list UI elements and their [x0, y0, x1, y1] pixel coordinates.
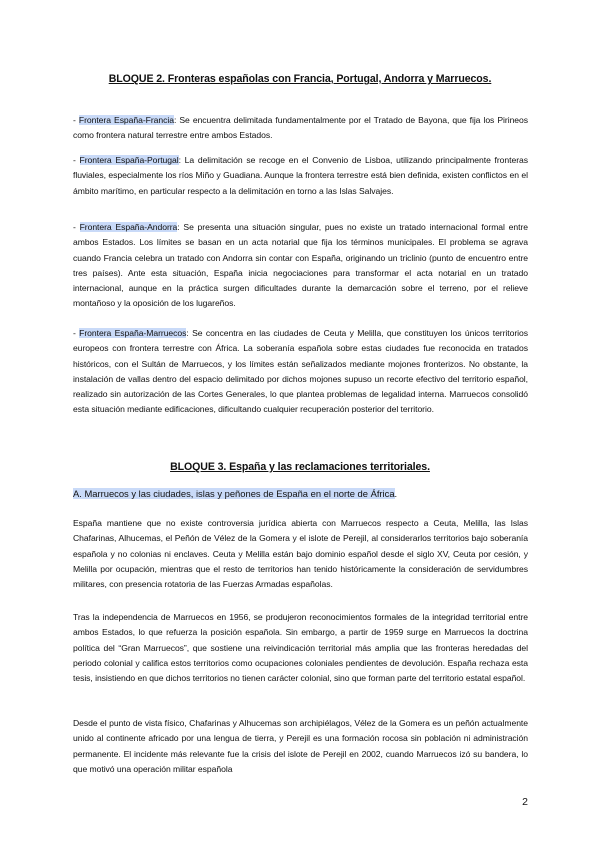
page-number: 2 — [522, 796, 528, 808]
subheading-period: . — [394, 488, 398, 499]
paragraph-text: : Se presenta una situación singular, pues no existe un tratado internacional formal entre ambos Estados. Los límites se basan en un acta notarial que fija los términos municipales. El problema se agrava cuando Francia celebra un tratado con Andorra sin contar con España, originando un triclinio (punto de encuentro entre tres países). Ante esta situación, España inicia negociaciones para transformar el acta notarial en un tratado internacional, aunque en la práctica surgen dificultades durante la demarcación sobre el terreno, por el relieve montañoso y la oposición de los lugareños. — [73, 222, 528, 309]
paragraph-independencia: Tras la independencia de Marruecos en 1956, se produjeron reconocimientos formales de la integridad territorial entre ambos Estados, lo que refuerza la posición española. Sin embargo, a partir de 1959 surge en Marruecos la doctrina política del “Gran Marruecos”, que sostiene una reivindicación territorial más amplia que las fronteras heredadas del periodo colonial y califica estos territorios como ocupaciones coloniales pendientes de devolución. España rechaza esta tesis, insistiendo en que dichos territorios no tienen carácter colonial, sino que forman parte del territorio estatal español. — [73, 612, 528, 684]
bullet-dash: - — [73, 155, 80, 165]
highlighted-subheading: A. Marruecos y las ciudades, islas y peñones de España en el norte de África — [73, 488, 395, 499]
subsection-heading — [73, 488, 397, 499]
paragraph-soberania: España mantiene que no existe controversia jurídica abierta con Marruecos respecto a Ceuta, Melilla, las Islas Chafarinas, Alhucemas, el Peñón de Vélez de la Gomera y el islote de Perejil, al considerarlos territorios bajo soberanía española y no colonias ni enclaves. Ceuta y Melilla están bajo dominio español desde el siglo XV, Ceuta por cesión, y Melilla por ocupación, mientras que el resto de territorios han tenido históricamente la consideración de servidumbres militares, con presencia rotatoria de las Fuerzas Armadas españolas. — [73, 518, 528, 590]
bloque3-heading: BLOQUE 3. España y las reclamaciones territoriales. — [170, 461, 430, 473]
paragraph-frontera-portugal — [73, 153, 528, 199]
bloque2-heading: BLOQUE 2. Fronteras españolas con Francia, Portugal, Andorra y Marruecos. — [108, 73, 492, 85]
paragraph-frontera-andorra — [73, 220, 528, 312]
paragraph-punto-vista-fisico: Desde el punto de vista físico, Chafarinas y Alhucemas son archipiélagos, Vélez de la Gomera es un peñón actualmente unido al continente africado por una lengua de tierra, y Perejil es una formación rocosa sin población ni administración permanente. El incidente más relevante fue la crisis del islote de Perejil en 2002, cuando Marruecos izó su bandera, lo que motivó una operación militar española — [73, 718, 528, 774]
paragraph-frontera-marruecos — [73, 326, 528, 418]
highlighted-term: Frontera España-Portugal — [79, 155, 179, 165]
highlighted-term: Frontera España-Marruecos — [79, 328, 187, 338]
paragraph-frontera-francia — [73, 113, 528, 144]
bullet-dash: - — [73, 222, 80, 232]
paragraph-text: : Se concentra en las ciudades de Ceuta y Melilla, que constituyen los únicos territorios europeos con frontera terrestre con África. La soberanía española sobre estas ciudades fue reconocida en tratados históricos, con el Sultán de Marruecos, y los límites están señalizados mediante mojones fronterizos. No obstante, la instalación de vallas dentro del espacio delimitado por dichos mojones supuso un recorte efectivo del territorio español, realizado sin autorización de las Cortes Generales, lo que plantea problemas de legalidad interna. Marruecos consolidó esta situación mediante edificaciones, dificultando cualquier recuperación posterior del territorio. — [73, 328, 529, 415]
bullet-dash: - — [73, 115, 79, 125]
highlighted-term: Frontera España-Andorra — [79, 222, 178, 232]
paragraph-text: : La delimitación se recoge en el Convenio de Lisboa, utilizando principalmente fronteras fluviales, especialmente los ríos Miño y Guadiana. Aunque la frontera terrestre está bien definida, existen conflictos en el ámbito marítimo, en particular respecto a la delimitación en torno a las Islas Salvajes. — [73, 155, 528, 196]
highlighted-term: Frontera España-Francia — [78, 115, 174, 125]
paragraph-text: : Se encuentra delimitada fundamentalmente por el Tratado de Bayona, que fija los Pirineos como frontera natural terrestre entre ambos Estados. — [73, 115, 529, 141]
bullet-dash: - — [73, 328, 80, 338]
